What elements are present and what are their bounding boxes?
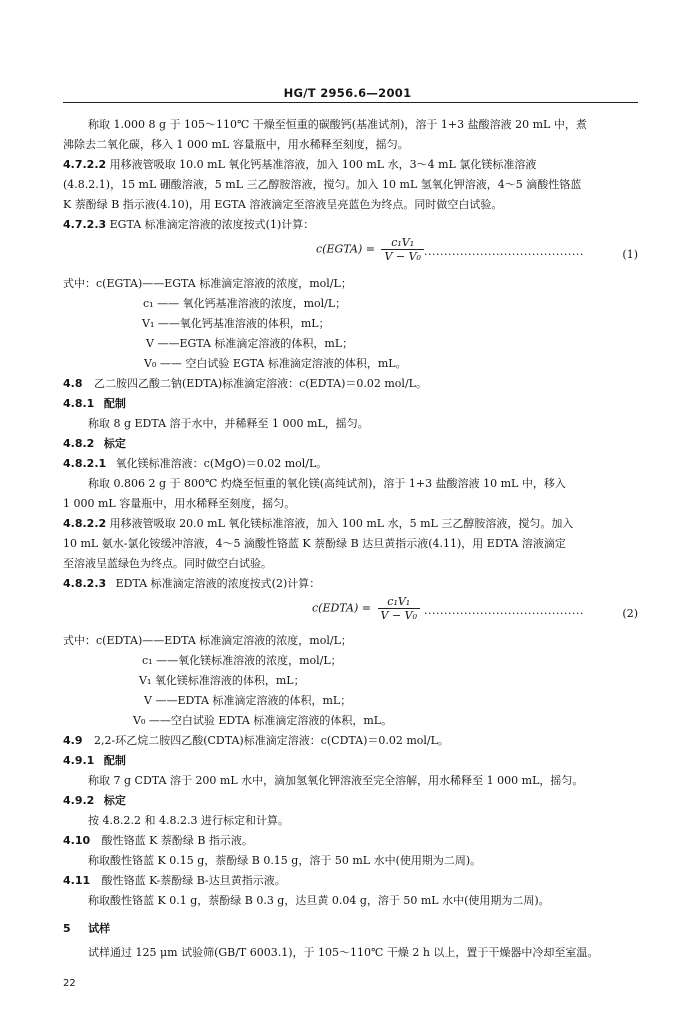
section-title: 标定 xyxy=(103,794,126,807)
fraction-denominator: V − V₀ xyxy=(380,609,418,622)
fraction-denominator: V − V₀ xyxy=(384,250,421,263)
section-title: 配制 xyxy=(103,397,126,410)
clause-4-8-2-3 xyxy=(63,577,643,591)
section-title: 酸性铬蓝 K 萘酚绿 B 指示液。 xyxy=(101,834,253,847)
paragraph-line: 称取 7 g CDTA 溶于 200 mL 水中，滴加氢氧化钾溶液至完全溶解，用水稀释至 1 000 mL，摇匀。 xyxy=(88,774,584,787)
paragraph-line: 至溶液呈蓝绿色为终点。同时做空白试验。 xyxy=(63,557,272,570)
section-number: 4.8.1 xyxy=(63,397,95,410)
legend-intro: 式中：c(EGTA)——EGTA 标准滴定溶液的浓度，mol/L； xyxy=(63,277,352,290)
section-number: 4.11 xyxy=(63,874,91,887)
clause-text: 用移液管吸取 10.0 mL 氧化钙基准溶液，加入 100 mL 水，3～4 mL 氯化镁标准溶液 xyxy=(109,158,537,171)
clause-4-8-2-1 xyxy=(63,457,643,471)
clause-number: 4.8.2.3 xyxy=(63,577,107,590)
equation-lhs: c(EDTA) = xyxy=(312,601,371,615)
paragraph-line: 沸除去二氧化碳，移入 1 000 mL 容量瓶中，用水稀释至刻度，摇匀。 xyxy=(63,138,409,151)
equation-lhs: c(EGTA) = xyxy=(316,242,375,256)
section-number: 4.9.1 xyxy=(63,754,95,767)
header-rule xyxy=(63,102,638,103)
legend-item: V₀ ——空白试验 EDTA 标准滴定溶液的体积，mL。 xyxy=(133,714,393,727)
equation-2 xyxy=(312,595,420,622)
page-header: HG/T 2956.6—2001 xyxy=(283,86,412,100)
section-4-9-2-heading xyxy=(63,794,643,808)
fraction-numerator: c₁V₁ xyxy=(378,595,421,609)
equation-leader-dots: ········································ xyxy=(424,248,584,261)
section-title: 乙二胺四乙酸二钠(EDTA)标准滴定溶液：c(EDTA)＝0.02 mol/L。 xyxy=(94,377,427,390)
clause-4-7-2-2 xyxy=(63,158,643,172)
paragraph-line: 称取 1.000 8 g 于 105～110℃ 干燥至恒重的碳酸钙(基准试剂)，溶于 1+3 盐酸溶液 20 mL 中，煮 xyxy=(88,118,587,131)
clause-number: 4.8.2.1 xyxy=(63,457,107,470)
section-title: 标定 xyxy=(103,437,126,450)
legend-item: c₁ ——氧化镁标准溶液的浓度，mol/L； xyxy=(142,654,342,667)
section-5-heading xyxy=(63,922,643,936)
paragraph-line: 称取 8 g EDTA 溶于水中，并稀释至 1 000 mL，摇匀。 xyxy=(88,417,369,430)
legend-item: V ——EGTA 标准滴定溶液的体积，mL； xyxy=(146,337,354,350)
equation-number: (1) xyxy=(622,248,638,261)
section-4-9-heading xyxy=(63,734,643,748)
legend-item: V₁ ——氧化钙基准溶液的体积，mL； xyxy=(142,317,330,330)
clause-number: 4.7.2.3 xyxy=(63,218,107,231)
paragraph-line: 称取酸性铬蓝 K 0.15 g，萘酚绿 B 0.15 g，溶于 50 mL 水中(使用期为二周)。 xyxy=(88,854,482,867)
legend-item: V₁ 氧化镁标准溶液的体积，mL； xyxy=(139,674,305,687)
section-number: 4.8.2 xyxy=(63,437,95,450)
page-number: 22 xyxy=(63,978,76,989)
section-number: 4.9.2 xyxy=(63,794,95,807)
clause-text: 氧化镁标准溶液：c(MgO)＝0.02 mol/L。 xyxy=(115,457,328,470)
section-title: 配制 xyxy=(103,754,126,767)
equation-fraction xyxy=(381,236,424,263)
paragraph-line: 试样通过 125 μm 试验筛(GB/T 6003.1)，于 105～110℃ 干燥 2 h 以上，置于干燥器中冷却至室温。 xyxy=(88,946,599,959)
clause-text: 用移液管吸取 20.0 mL 氧化镁标准溶液，加入 100 mL 水，5 mL 三乙醇胺溶液，搅匀。加入 xyxy=(109,517,574,530)
equation-1 xyxy=(316,236,424,263)
paragraph-line: 10 mL 氨水-氯化铵缓冲溶液，4～5 滴酸性铬蓝 K 萘酚绿 B 达旦黄指示液(4.11)，用 EDTA 溶液滴定 xyxy=(63,537,566,550)
clause-number: 4.8.2.2 xyxy=(63,517,107,530)
section-number: 4.10 xyxy=(63,834,91,847)
paragraph-line: 1 000 mL 容量瓶中，用水稀释至刻度，摇匀。 xyxy=(63,497,296,510)
section-4-8-heading xyxy=(63,377,643,391)
section-number: 4.9 xyxy=(63,734,83,747)
section-title: 试样 xyxy=(88,922,111,935)
clause-text: EDTA 标准滴定溶液的浓度按式(2)计算： xyxy=(115,577,321,590)
legend-intro: 式中：c(EDTA)——EDTA 标准滴定溶液的浓度，mol/L； xyxy=(63,634,352,647)
clause-number: 4.7.2.2 xyxy=(63,158,107,171)
paragraph-line: 称取 0.806 2 g 于 800℃ 灼烧至恒重的氧化镁(高纯试剂)，溶于 1+3 盐酸溶液 10 mL 中，移入 xyxy=(88,477,566,490)
paragraph-line: (4.8.2.1)，15 mL 硼酸溶液，5 mL 三乙醇胺溶液，搅匀。加入 10 mL 氢氧化钾溶液，4～5 滴酸性铬蓝 xyxy=(63,178,582,191)
clause-text: EGTA 标准滴定溶液的浓度按式(1)计算： xyxy=(109,218,315,231)
paragraph-line: 称取酸性铬蓝 K 0.1 g，萘酚绿 B 0.3 g，达旦黄 0.04 g，溶于 50 mL 水中(使用期为二周)。 xyxy=(88,894,550,907)
equation-number: (2) xyxy=(622,607,638,620)
section-4-11-heading xyxy=(63,874,643,888)
clause-4-8-2-2 xyxy=(63,517,643,531)
section-number: 4.8 xyxy=(63,377,83,390)
paragraph-line: K 萘酚绿 B 指示液(4.10)，用 EGTA 溶液滴定至溶液呈亮蓝色为终点。同时做空白试验。 xyxy=(63,198,503,211)
equation-fraction xyxy=(378,595,421,622)
section-4-8-1-heading xyxy=(63,397,643,411)
fraction-numerator: c₁V₁ xyxy=(381,236,424,250)
section-4-8-2-heading xyxy=(63,437,643,451)
legend-item: c₁ —— 氧化钙基准溶液的浓度，mol/L； xyxy=(143,297,347,310)
section-title: 酸性铬蓝 K-萘酚绿 B-达旦黄指示液。 xyxy=(101,874,286,887)
section-4-9-1-heading xyxy=(63,754,643,768)
legend-item: V₀ —— 空白试验 EGTA 标准滴定溶液的体积，mL。 xyxy=(144,357,407,370)
legend-item: V ——EDTA 标准滴定溶液的体积，mL； xyxy=(144,694,352,707)
paragraph-line: 按 4.8.2.2 和 4.8.2.3 进行标定和计算。 xyxy=(88,814,289,827)
clause-4-7-2-3 xyxy=(63,218,643,232)
equation-leader-dots: ········································ xyxy=(424,607,584,620)
section-4-10-heading xyxy=(63,834,643,848)
section-number: 5 xyxy=(63,922,71,935)
section-title: 2,2-环乙烷二胺四乙酸(CDTA)标准滴定溶液：c(CDTA)＝0.02 mol/L。 xyxy=(94,734,449,747)
